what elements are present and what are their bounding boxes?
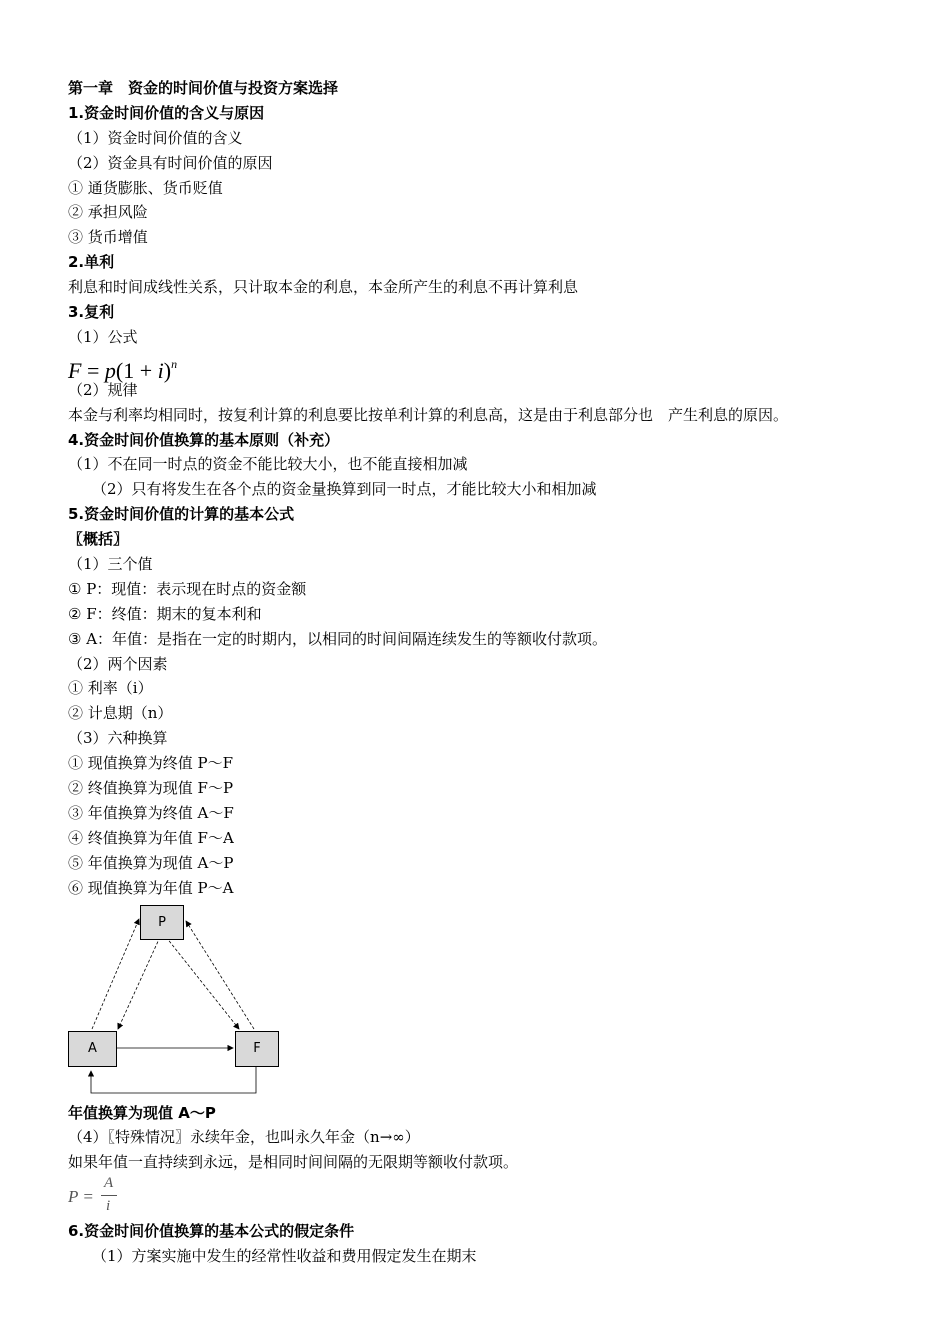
paragraph: 如果年值一直持续到永远，是相同时间间隔的无限期等额收付款项。 (68, 1153, 519, 1172)
conversion-diagram (68, 905, 308, 1101)
arrow-f-to-a (91, 1067, 256, 1093)
list-item: （2）两个因素 (68, 654, 168, 673)
list-item: ② 终值换算为现值 F～P (68, 779, 234, 798)
list-item: ⑥ 现值换算为年值 P～A (68, 878, 234, 897)
list-item: （1）不在同一时点的资金不能比较大小，也不能直接相加减 (68, 455, 468, 474)
list-item: ⑤ 年值换算为现值 A～P (68, 853, 234, 872)
list-item: ① 通货膨胀、货币贬值 (68, 178, 223, 197)
list-item: （2）规律 (68, 380, 138, 399)
list-item: （1）资金时间价值的含义 (68, 128, 243, 147)
summary-label: 〖概括〗 (68, 530, 129, 549)
arrow-f-to-p (186, 921, 254, 1029)
list-item: ① P：现值：表示现在时点的资金额 (68, 579, 307, 598)
section-heading: 6.资金时间价值换算的基本公式的假定条件 (68, 1222, 355, 1241)
section-heading: 2.单利 (68, 253, 115, 272)
diagram-arrows (68, 905, 308, 1101)
document-page (68, 76, 928, 1269)
perpetuity-formula: P = A i (68, 1175, 928, 1219)
list-item: ③ 货币增值 (68, 228, 148, 247)
list-item: （1）方案实施中发生的经常性收益和费用假定发生在期末 (92, 1247, 477, 1266)
fraction-bar (101, 1195, 117, 1196)
diagram-caption: 年值换算为现值 A～P (68, 1103, 216, 1122)
node-a: A (68, 1031, 117, 1067)
section-heading: 5.资金时间价值的计算的基本公式 (68, 505, 295, 524)
paragraph: 本金与利率均相同时，按复利计算的利息要比按单利计算的利息高，这是由于利息部分也 产生利息的原因。 (68, 405, 789, 424)
list-item: ③ A：年值：是指在一定的时期内，以相同的时间间隔连续发生的等额收付款项。 (68, 629, 608, 648)
list-item: （1）三个值 (68, 555, 153, 574)
list-item: （2）资金具有时间价值的原因 (68, 153, 273, 172)
arrow-a-to-p (92, 919, 139, 1029)
list-item: （4）〖特殊情况〗永续年金，也叫永久年金（n→∞） (68, 1128, 420, 1147)
list-item: ① 利率（i） (68, 679, 153, 698)
list-item: （3）六种换算 (68, 729, 168, 748)
section-heading: 1.资金时间价值的含义与原因 (68, 103, 265, 122)
arrow-p-to-a (118, 937, 160, 1029)
list-item: ② 计息期（n） (68, 704, 173, 723)
arrow-p-to-f (166, 937, 239, 1029)
paragraph: 利息和时间成线性关系，只计取本金的利息，本金所产生的利息不再计算利息 (68, 278, 579, 297)
list-item: ② 承担风险 (68, 203, 148, 222)
compound-interest-formula: $F = p(1 + i)^n$ (68, 356, 178, 383)
node-f: F (235, 1031, 279, 1067)
list-item: ③ 年值换算为终值 A～F (68, 803, 234, 822)
list-item: ④ 终值换算为年值 F～A (68, 828, 234, 847)
section-heading: 3.复利 (68, 303, 115, 322)
chapter-title: 第一章 资金的时间价值与投资方案选择 (68, 79, 339, 97)
list-item: ① 现值换算为终值 P～F (68, 754, 234, 773)
list-item: （1）公式 (68, 327, 138, 346)
list-item: ② F：终值：期末的复本利和 (68, 604, 262, 623)
section-heading: 4.资金时间价值换算的基本原则（补充） (68, 430, 340, 449)
node-p: P (140, 905, 184, 940)
list-item: （2）只有将发生在各个点的资金量换算到同一时点，才能比较大小和相加减 (92, 480, 597, 499)
